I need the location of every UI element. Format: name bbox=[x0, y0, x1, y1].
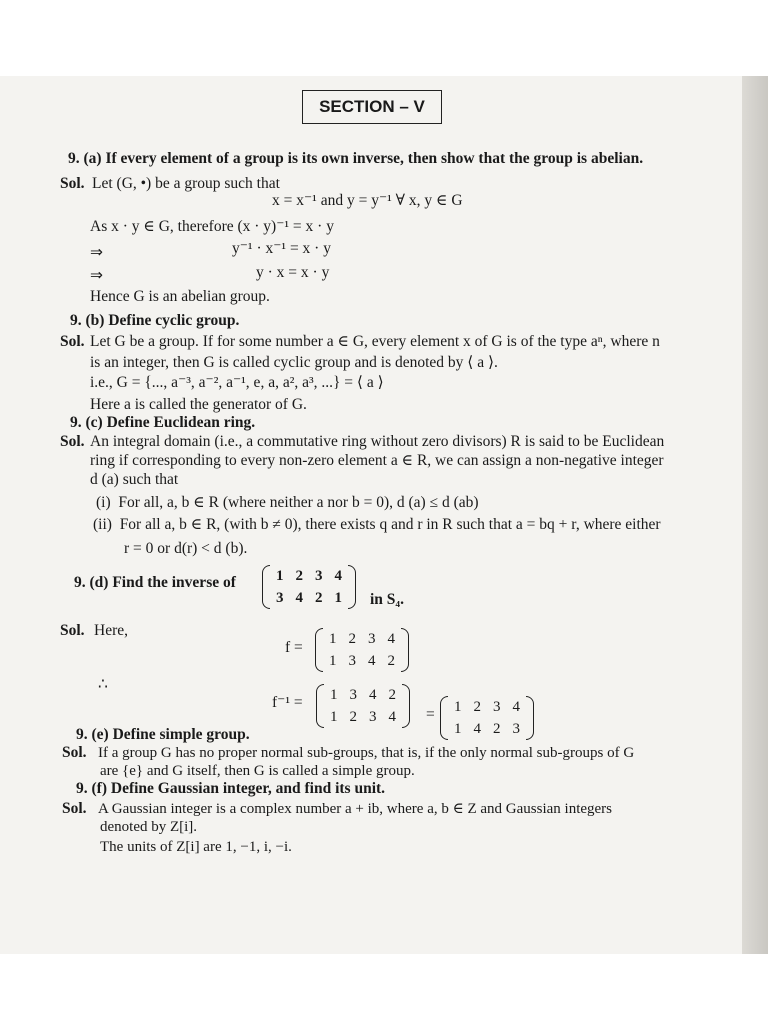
matrix-cell: 1 bbox=[276, 568, 284, 584]
equation: y · x = x · y bbox=[256, 264, 330, 281]
matrix-cell: 4 bbox=[334, 568, 342, 584]
sol-label: Sol. bbox=[62, 744, 87, 761]
section-title: SECTION – V bbox=[302, 90, 442, 124]
list-item-text: For all a, b ∈ R, (with b ≠ 0), there exists q and r in R such that a = bq + r, where either bbox=[119, 516, 661, 533]
matrix-cell: 4 bbox=[388, 709, 396, 725]
matrix-cell: 2 bbox=[348, 631, 356, 647]
matrix-cell: 3 bbox=[348, 653, 356, 669]
matrix-cell: 4 bbox=[368, 653, 376, 669]
implies-symbol: ⇒ bbox=[90, 243, 103, 261]
matrix-cell: 1 bbox=[454, 699, 462, 715]
question-9d bbox=[74, 574, 236, 592]
matrix-cell: 3 bbox=[349, 687, 357, 703]
question-number: 9. (c) bbox=[70, 414, 103, 431]
matrix-cell: 2 bbox=[473, 699, 481, 715]
sol-label: Sol. bbox=[60, 333, 85, 350]
matrix-cell: 1 bbox=[329, 653, 337, 669]
matrix-cell: 2 bbox=[315, 590, 323, 606]
sol-text: i.e., G = {..., a⁻³, a⁻², a⁻¹, e, a, a², a³, ...} = ⟨ a ⟩ bbox=[90, 374, 384, 391]
question-9a bbox=[68, 150, 643, 168]
sol-label: Sol. bbox=[60, 433, 85, 450]
matrix-cell: 4 bbox=[369, 687, 377, 703]
matrix-bracket bbox=[440, 696, 448, 740]
f-inverse-label: f⁻¹ = bbox=[272, 694, 303, 711]
question-number: 9. (b) bbox=[70, 312, 105, 329]
matrix-bracket bbox=[526, 696, 534, 740]
matrix-cell: 1 bbox=[330, 687, 338, 703]
matrix-cell: 3 bbox=[369, 709, 377, 725]
matrix-bracket bbox=[315, 628, 323, 672]
list-item bbox=[93, 516, 661, 534]
question-number: 9. (d) bbox=[74, 574, 109, 591]
sol-text: Let G be a group. If for some number a ∈ G, every element x of G is of the type aⁿ, where n bbox=[90, 333, 660, 350]
sol-text: An integral domain (i.e., a commutative ring without zero divisors) R is said to be Euclidean bbox=[90, 433, 665, 450]
matrix-bracket bbox=[401, 628, 409, 672]
sol-text: The units of Z[i] are 1, −1, i, −i. bbox=[100, 839, 292, 855]
question-9e bbox=[76, 726, 250, 744]
question-number: 9. (f) bbox=[76, 780, 107, 797]
question-text: Define cyclic group. bbox=[108, 312, 240, 329]
matrix-cell: 1 bbox=[454, 721, 462, 737]
list-item-number: (i) bbox=[96, 494, 111, 511]
question-text: Define Gaussian integer, and find its unit. bbox=[110, 780, 386, 797]
matrix-cell: 3 bbox=[512, 721, 520, 737]
matrix-cell: 4 bbox=[473, 721, 481, 737]
matrix-cell: 1 bbox=[334, 590, 342, 606]
matrix-cell: 2 bbox=[295, 568, 303, 584]
equation: y⁻¹ · x⁻¹ = x · y bbox=[232, 240, 331, 257]
list-item bbox=[96, 494, 479, 512]
matrix-bracket bbox=[348, 565, 356, 609]
question-text: Define Euclidean ring. bbox=[106, 414, 256, 431]
sol-text: A Gaussian integer is a complex number a + ib, where a, b ∈ Z and Gaussian integers bbox=[98, 801, 613, 817]
matrix-cell: 1 bbox=[330, 709, 338, 725]
matrix-bracket bbox=[262, 565, 270, 609]
matrix-cell: 3 bbox=[493, 699, 501, 715]
matrix-cell: 3 bbox=[368, 631, 376, 647]
sol-text: ring if corresponding to every non-zero element a ∈ R, we can assign a non-negative integer bbox=[90, 452, 664, 469]
therefore-symbol: ∴ bbox=[98, 676, 108, 693]
question-9c bbox=[70, 414, 255, 432]
list-item-text: For all, a, b ∈ R (where neither a nor b = 0), d (a) ≤ d (ab) bbox=[118, 494, 479, 511]
matrix-bracket bbox=[316, 684, 324, 728]
permutation-matrix-f-inverse bbox=[440, 696, 534, 740]
matrix-cell: 2 bbox=[387, 653, 395, 669]
sol-text: denoted by Z[i]. bbox=[100, 819, 198, 835]
sol-text: is an integer, then G is called cyclic group and is denoted by ⟨ a ⟩. bbox=[90, 354, 498, 371]
list-item-number: (ii) bbox=[93, 516, 112, 533]
question-number: 9. (e) bbox=[76, 726, 109, 743]
matrix-cell: 4 bbox=[295, 590, 303, 606]
sol-text: Here a is called the generator of G. bbox=[90, 396, 307, 413]
implies-symbol: ⇒ bbox=[90, 266, 103, 284]
matrix-bracket bbox=[402, 684, 410, 728]
question-text: Find the inverse of bbox=[112, 574, 236, 591]
matrix-cell: 3 bbox=[276, 590, 284, 606]
permutation-matrix-question bbox=[262, 565, 356, 609]
question-text: If every element of a group is its own inverse, then show that the group is abelian. bbox=[105, 150, 644, 167]
permutation-matrix-f-inverse-unsorted bbox=[316, 684, 410, 728]
matrix-cell: 4 bbox=[387, 631, 395, 647]
sol-text: d (a) such that bbox=[90, 471, 179, 488]
equals-sign: = bbox=[426, 706, 435, 723]
matrix-cell: 2 bbox=[493, 721, 501, 737]
sol-text: are {e} and G itself, then G is called a simple group. bbox=[100, 763, 415, 779]
sol-label: Sol. bbox=[60, 175, 85, 192]
matrix-cell: 1 bbox=[329, 631, 337, 647]
question-suffix: in S₄. bbox=[370, 591, 404, 608]
permutation-matrix-f bbox=[315, 628, 409, 672]
sol-text: If a group G has no proper normal sub-groups, that is, if the only normal sub-groups of G bbox=[98, 745, 635, 761]
question-9f bbox=[76, 780, 385, 798]
f-label: f = bbox=[285, 639, 303, 656]
sol-text: Hence G is an abelian group. bbox=[90, 288, 270, 305]
question-text: Define simple group. bbox=[112, 726, 250, 743]
question-number: 9. (a) bbox=[68, 150, 102, 167]
sol-label: Sol. bbox=[60, 622, 85, 639]
matrix-cell: 3 bbox=[315, 568, 323, 584]
matrix-cell: 4 bbox=[512, 699, 520, 715]
question-9b bbox=[70, 312, 239, 330]
sol-text: Let (G, •) be a group such that bbox=[92, 175, 280, 192]
matrix-cell: 2 bbox=[349, 709, 357, 725]
sol-label: Sol. bbox=[62, 800, 87, 817]
equation: x = x⁻¹ and y = y⁻¹ ∀ x, y ∈ G bbox=[272, 192, 463, 209]
sol-text: As x · y ∈ G, therefore (x · y)⁻¹ = x · y bbox=[90, 218, 334, 235]
matrix-cell: 2 bbox=[388, 687, 396, 703]
sol-text: Here, bbox=[94, 622, 128, 639]
page-edge bbox=[742, 76, 768, 954]
list-item-continuation: r = 0 or d(r) < d (b). bbox=[124, 540, 248, 557]
